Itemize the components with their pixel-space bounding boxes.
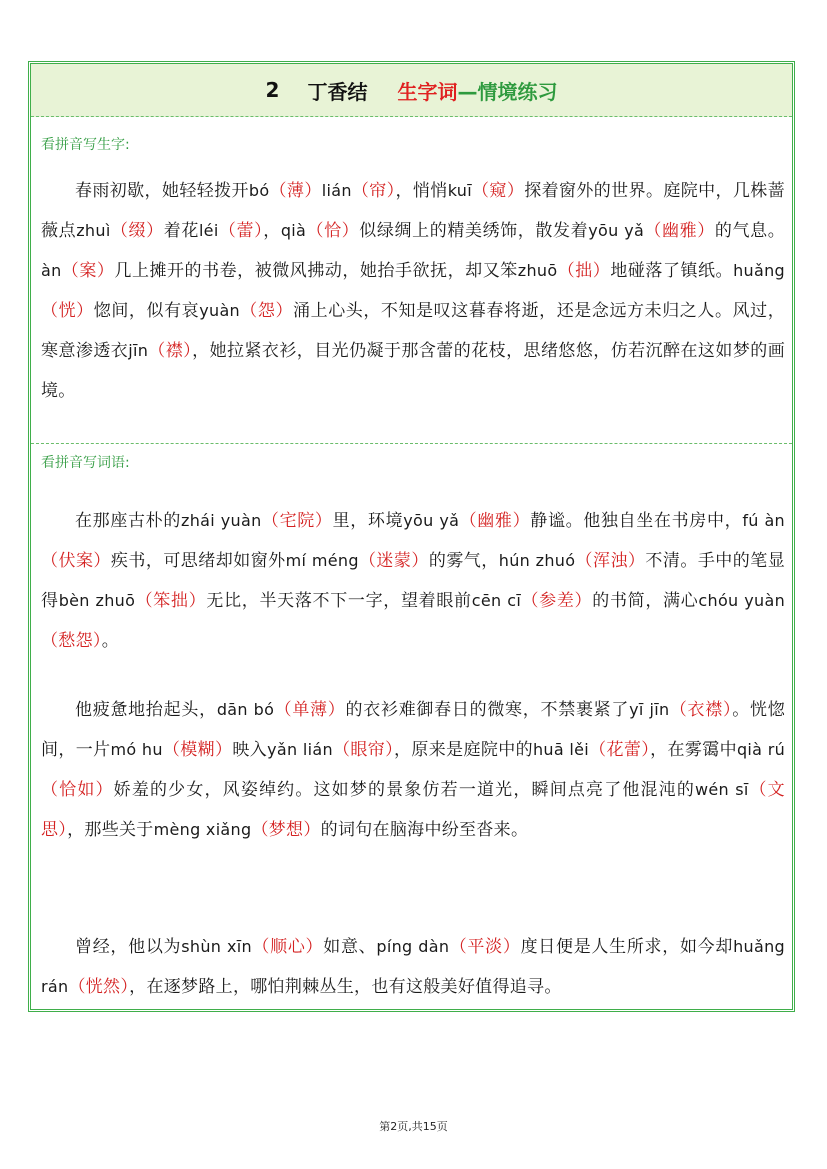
answer: （恰如）	[41, 780, 114, 800]
title-green-part: —情境练习	[457, 79, 558, 104]
answer: （怨）	[240, 301, 294, 321]
pinyin: yī jīn	[629, 700, 670, 719]
answer: （恍）	[41, 301, 94, 321]
text-run: 。	[101, 631, 120, 651]
pinyin: fú àn	[742, 511, 786, 530]
text-run: ，原来是庭院中的	[393, 740, 533, 760]
section1-label: 看拼音写生字:	[41, 137, 130, 153]
pinyin: zhuō	[517, 261, 558, 280]
answer: （模糊）	[162, 740, 233, 760]
answer: （参差）	[521, 591, 593, 611]
answer: （顺心）	[251, 937, 324, 957]
pinyin: lián	[321, 181, 352, 200]
page-footer: 第2页,共15页	[379, 1120, 448, 1133]
text-run: 着花	[163, 221, 199, 241]
text-run: 映入	[232, 740, 268, 760]
pinyin: mèng xiǎng	[153, 820, 252, 839]
answer: （衣襟）	[669, 700, 733, 720]
text-run: 涌上心头，不知是叹这暮春将逝，还是念远方未归之人。风过，寒意渗透衣	[41, 301, 785, 361]
text-run: 在那座古朴的	[75, 511, 182, 531]
pinyin: huǎng	[733, 261, 785, 280]
text-run: 娇羞的少女，风姿绰约。这如梦的景象仿若一道光，瞬间点亮了他混沌的	[113, 780, 696, 800]
text-run: 的雾气，	[428, 551, 499, 571]
section1-paragraph	[41, 171, 785, 411]
text-run: ，悄悄	[395, 181, 448, 201]
answer: （梦想）	[251, 820, 321, 840]
pinyin: yōu yǎ	[403, 511, 460, 530]
text-run: 如意、	[323, 937, 377, 957]
pinyin: mó hu	[110, 740, 163, 759]
pinyin: dān bó	[216, 700, 275, 719]
text-run: 的书简，满心	[592, 591, 699, 611]
text-run: 无比，半天落不下一字，望着眼前	[206, 591, 472, 611]
answer: （恰）	[306, 221, 360, 241]
answer: （眼帘）	[332, 740, 394, 760]
text-run: ，在雾霭中	[650, 740, 737, 760]
text-run: 惚间，似有哀	[93, 301, 200, 321]
text-run: ，在逐梦路上，哪怕荆棘丛生，也有这般美好值得追寻。	[129, 977, 562, 997]
pinyin: yǎn lián	[267, 740, 333, 759]
text-run: ，	[263, 221, 281, 241]
text-run: ，那些关于	[67, 820, 154, 840]
answer: （伏案）	[41, 551, 111, 571]
answer: （浑浊）	[575, 551, 646, 571]
answer: （迷蒙）	[358, 551, 429, 571]
answer: （案）	[61, 261, 115, 281]
answer: （蕾）	[218, 221, 264, 241]
text-run: 疾书，可思绪却如窗外	[110, 551, 286, 571]
text-run: 静谧。他独自坐在书房中，	[530, 511, 743, 531]
answer: （笨拙）	[135, 591, 207, 611]
pinyin: yōu yǎ	[588, 221, 645, 240]
pinyin: huǎng rán	[41, 937, 785, 996]
pinyin: zhuì	[76, 221, 111, 240]
answer: （单薄）	[274, 700, 346, 720]
pinyin: àn	[41, 261, 62, 280]
pinyin: cēn cī	[471, 591, 522, 610]
pinyin: bèn zhuō	[58, 591, 136, 610]
section2-paragraph-2	[41, 690, 785, 850]
text-run: 他疲惫地抬起头，	[75, 700, 217, 720]
text-run: 的气息。	[714, 221, 786, 241]
answer: （薄）	[269, 181, 322, 201]
text-run: 度日便是人生所求，如今却	[520, 937, 734, 957]
pinyin: qià	[280, 221, 307, 240]
text-run: 的词句在脑海中纷至沓来。	[320, 820, 529, 840]
text-run: 。恍惚间，一片	[41, 700, 786, 760]
text-run: 不清。手中的笔显得	[41, 551, 786, 611]
pinyin: chóu yuàn	[698, 591, 786, 610]
text-run: 地碰落了镇纸。	[610, 261, 734, 281]
text-run: 探着窗外的世界。庭院中，几株蔷薇点	[41, 181, 785, 241]
section2-paragraph-1	[41, 501, 785, 661]
pinyin: qià rú	[736, 740, 786, 759]
answer: （拙）	[557, 261, 611, 281]
answer: （缀）	[110, 221, 164, 241]
pinyin: léi	[198, 221, 219, 240]
pinyin: mí méng	[285, 551, 359, 570]
text-run: 似绿绸上的精美绣饰，散发着	[359, 221, 589, 241]
section2-paragraph-3	[41, 927, 785, 1007]
answer: （帘）	[351, 181, 396, 201]
text-run: 的衣衫难御春日的微寒，不禁裹紧了	[345, 700, 630, 720]
pinyin: hún zhuó	[498, 551, 576, 570]
pinyin: bó	[248, 181, 270, 200]
pinyin: píng dàn	[376, 937, 450, 956]
title-bar	[31, 64, 792, 117]
pinyin: yuàn	[199, 301, 240, 320]
answer: （幽雅）	[644, 221, 715, 241]
pinyin: kuī	[447, 181, 472, 200]
pinyin: huā lěi	[532, 740, 590, 759]
text-run: 里，环境	[332, 511, 404, 531]
section2-label: 看拼音写词语:	[41, 455, 130, 471]
answer: （愁怨）	[41, 631, 102, 651]
worksheet-frame	[28, 61, 795, 1012]
pinyin: shùn xīn	[181, 937, 252, 956]
answer: （花蕾）	[589, 740, 651, 760]
pinyin: zhái yuàn	[181, 511, 262, 530]
text-run: 几上摊开的书卷，被微风拂动，她抬手欲抚，却又笨	[114, 261, 518, 281]
section-divider	[31, 443, 792, 444]
pinyin: jīn	[128, 341, 149, 360]
answer: （恍然）	[68, 977, 130, 997]
text-run: 春雨初歇，她轻轻拨开	[75, 181, 249, 201]
lesson-number: 2	[265, 78, 280, 102]
text-run: ，她拉紧衣衫，目光仍凝于那含蕾的花枝，思绪悠悠，仿若沉醉在这如梦的画境。	[41, 341, 786, 401]
pinyin: wén sī	[695, 780, 749, 799]
answer: （襟）	[148, 341, 193, 361]
answer: （宅院）	[261, 511, 333, 531]
answer: （幽雅）	[459, 511, 531, 531]
answer: （文思）	[41, 780, 785, 840]
text-run: 曾经，他以为	[75, 937, 182, 957]
answer: （窥）	[471, 181, 525, 201]
lesson-title: 丁香结	[307, 79, 368, 104]
answer: （平淡）	[449, 937, 521, 957]
title-red-part: 生字词	[397, 79, 458, 104]
